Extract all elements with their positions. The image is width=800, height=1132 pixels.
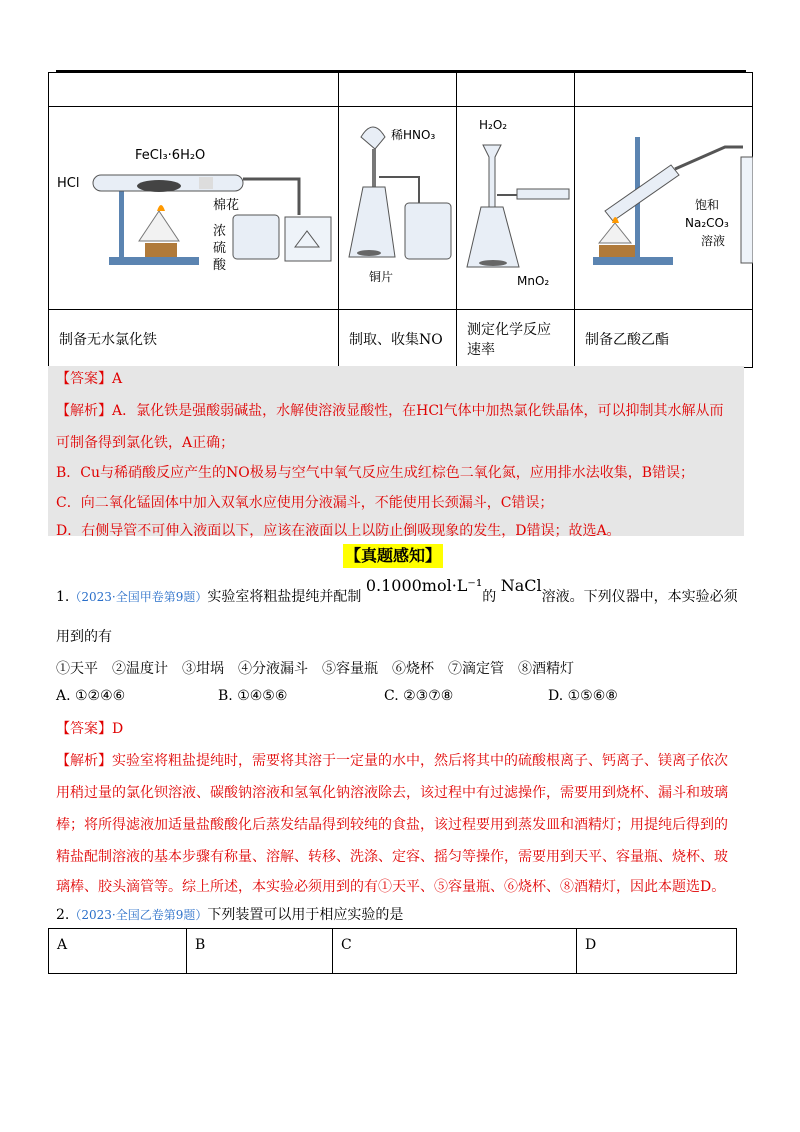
q1-nacl: NaCl	[500, 576, 542, 595]
test-tube	[605, 165, 679, 221]
section-title: 【真题感知】	[343, 544, 443, 568]
lamp-block	[599, 245, 635, 257]
connecting-tube	[243, 179, 299, 215]
reaction-rate-apparatus	[457, 107, 575, 305]
answer-label: 【答案】	[56, 721, 112, 737]
cotton	[199, 177, 213, 189]
conical-flask	[467, 207, 519, 267]
label-na2co3: Na₂CO₃	[685, 216, 729, 230]
delivery-tube	[675, 147, 743, 169]
apparatus-table	[48, 72, 753, 368]
analysis-text: A．氯化铁是强酸弱碱盐，水解使溶液显酸性，在HCl气体中加热氯化铁晶体，可以抑制其水解从而	[112, 403, 724, 419]
q1-option-c: C. ②③⑦⑧	[384, 688, 454, 704]
separatory-funnel	[361, 127, 385, 149]
answer-value: A	[112, 371, 123, 387]
q1-analysis-line-5: 璃棒、胶头滴管等。综上所述，本实验必须用到的有①天平、⑤容量瓶、⑥烧杯、⑧酒精灯，因此本题选D。	[56, 879, 726, 895]
label-acid-2: 硫	[213, 241, 227, 256]
q2-options-table	[48, 928, 737, 974]
prev-answer	[56, 368, 122, 388]
label-hcl: HCl	[57, 176, 80, 191]
ethyl-acetate-apparatus	[575, 107, 753, 305]
caption-c: 测定化学反应速率	[457, 310, 575, 368]
q1-number: 1.	[56, 589, 70, 605]
label-hno3: 稀HNO₃	[391, 128, 436, 142]
apparatus-a-cell	[49, 107, 339, 310]
q1-source: （2023·全国甲卷第9题）	[69, 590, 208, 604]
q1-items: ①天平 ②温度计 ③坩埚 ④分液漏斗 ⑤容量瓶 ⑥烧杯 ⑦滴定管 ⑧酒精灯	[56, 661, 574, 677]
label-fecl3: FeCl₃·6H₂O	[135, 148, 206, 163]
label-acid-3: 酸	[213, 258, 227, 273]
funnel-stem	[372, 149, 376, 189]
answer-value: D	[112, 721, 124, 737]
q1-option-d: D. ①⑤⑥⑧	[548, 688, 618, 704]
prev-analysis-line-2: 可制备得到氯化铁，A正确；	[56, 435, 235, 451]
q2-header-d: D	[577, 929, 737, 974]
apparatus-caption-row	[49, 310, 753, 368]
q1-answer	[56, 718, 123, 738]
q2-number: 2.	[56, 907, 70, 923]
q1-option-b: B. ①④⑤⑥	[218, 688, 288, 704]
receiving-tube	[741, 157, 753, 263]
prev-analysis-line-3: B．Cu与稀硝酸反应产生的NO极易与空气中氧气反应生成红棕色二氧化氮，应用排水法收集，B错误；	[56, 465, 695, 481]
ferric-chloride-apparatus	[49, 107, 339, 305]
mno2-solid	[479, 260, 507, 266]
label-mno2: MnO₂	[517, 274, 550, 288]
label-saturated: 饱和	[695, 198, 720, 212]
label-acid-1: 浓	[213, 224, 227, 239]
beaker	[285, 217, 331, 261]
label-solution: 溶液	[701, 234, 726, 248]
alcohol-lamp	[139, 211, 179, 241]
q1-stem-line-1	[56, 576, 738, 606]
prev-analysis-line-4: C．向二氧化锰固体中加入双氧水应使用分液漏斗，不能使用长颈漏斗，C错误；	[56, 495, 554, 511]
q2-header-a: A	[49, 929, 187, 974]
alcohol-lamp	[599, 223, 631, 243]
apparatus-b-cell	[339, 107, 457, 310]
q2-stem	[56, 904, 403, 924]
q1-option-a: A. ①②④⑥	[56, 688, 126, 704]
prev-analysis-line-5: D．右侧导管不可伸入液面以下，应该在液面以上以防止倒吸现象的发生，D错误；故选A。	[56, 523, 621, 539]
label-copper: 铜片	[369, 270, 394, 284]
label-cotton: 棉花	[213, 198, 240, 213]
prev-analysis-line-1	[56, 400, 724, 420]
analysis-label: 【解析】	[56, 403, 112, 419]
q1-de: 的	[482, 589, 497, 605]
q2-header-row	[49, 929, 737, 974]
q1-stem-b: 溶液。下列仪器中，本实验必须	[541, 589, 738, 605]
q1-analysis-line-2: 用稍过量的氯化钡溶液、碳酸钠溶液和氢氧化钠溶液除去，该过程中有过滤操作，需要用到烧杯、漏斗和玻璃	[56, 785, 728, 801]
q1-concentration: 0.1000mol·L⁻¹	[365, 576, 483, 595]
apparatus-d-cell	[575, 107, 753, 310]
caption-a: 制备无水氯化铁	[49, 310, 339, 368]
analysis-text: 实验室将粗盐提纯时，需要将其溶于一定量的水中，然后将其中的硫酸根离子、钙离子、镁离子依次	[112, 753, 728, 769]
gas-syringe	[517, 189, 569, 199]
apparatus-image-row	[49, 107, 753, 310]
q2-header-c: C	[333, 929, 577, 974]
q2-header-b: B	[187, 929, 333, 974]
q1-analysis-line-3: 棒；将所得滤液加适量盐酸酸化后蒸发结晶得到较纯的食盐，该过程要用到蒸发皿和酒精灯；用提纯后得到的	[56, 817, 728, 833]
stand-base	[593, 257, 673, 265]
q2-stem-text: 下列装置可以用于相应实验的是	[207, 907, 404, 923]
collection-bottle	[405, 203, 451, 259]
fecl3-sample	[137, 180, 181, 192]
conical-flask	[349, 187, 395, 257]
flame	[157, 205, 165, 211]
no-collection-apparatus	[339, 107, 457, 305]
answer-label: 【答案】	[56, 371, 112, 387]
caption-d: 制备乙酸乙酯	[575, 310, 753, 368]
apparatus-c-cell	[457, 107, 575, 310]
q1-analysis-line-1	[56, 750, 728, 770]
acid-bottle	[233, 215, 279, 259]
copper-pieces	[357, 250, 381, 256]
label-h2o2: H₂O₂	[479, 118, 508, 132]
q1-stem-line-2: 用到的有	[56, 629, 112, 645]
q2-source: （2023·全国乙卷第9题）	[69, 908, 208, 922]
analysis-label: 【解析】	[56, 753, 112, 769]
q1-stem-a: 实验室将粗盐提纯并配制	[207, 589, 362, 605]
apparatus-header-row	[49, 73, 753, 107]
q1-analysis-line-4: 精盐配制溶液的基本步骤有称量、溶解、转移、洗涤、定容、摇匀等操作，需要用到天平、容量瓶、烧杯、玻	[56, 849, 728, 865]
caption-b: 制取、收集NO	[339, 310, 457, 368]
lamp-block	[145, 243, 177, 257]
